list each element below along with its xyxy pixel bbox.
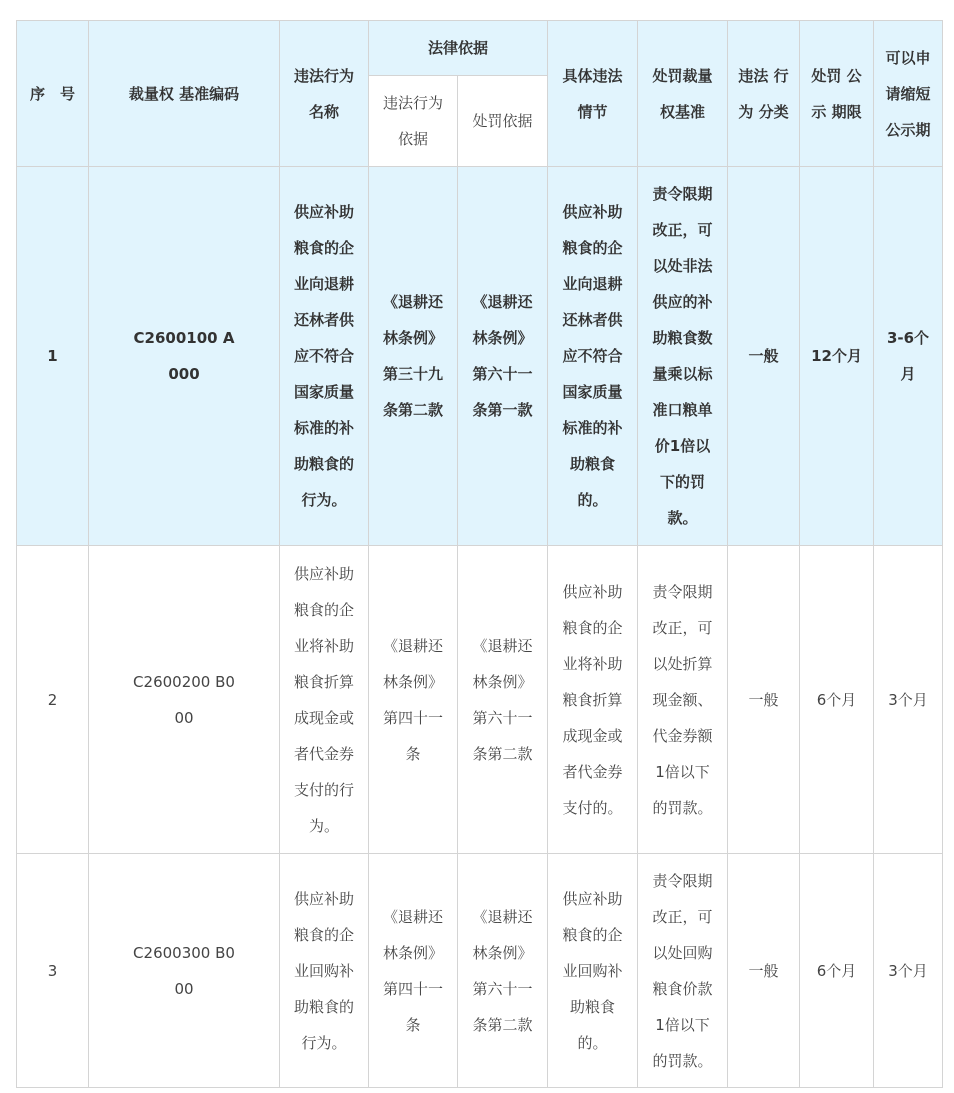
header-violation-basis bbox=[369, 76, 458, 167]
cell-penalty-basis: 《退耕还林条例》第六十一条第一款 bbox=[458, 167, 548, 546]
cell-shorten-period: 3个月 bbox=[874, 546, 943, 854]
discretion-standard-table bbox=[16, 20, 943, 1088]
header-seq bbox=[17, 21, 89, 167]
cell-seq: 2 bbox=[17, 546, 89, 854]
cell-code: C2600200 B000 bbox=[89, 546, 280, 854]
table-row bbox=[17, 854, 943, 1088]
cell-disclosure-period: 6个月 bbox=[800, 854, 874, 1088]
header-circumstances bbox=[548, 21, 638, 167]
header-legal-basis bbox=[369, 21, 548, 76]
cell-shorten-period: 3-6个月 bbox=[874, 167, 943, 546]
cell-shorten-period: 3个月 bbox=[874, 854, 943, 1088]
cell-violation-basis: 《退耕还林条例》第三十九条第二款 bbox=[369, 167, 458, 546]
header-violation-basis-label: 违法行为 依据 bbox=[382, 94, 443, 148]
cell-violation-basis: 《退耕还林条例》第四十一条 bbox=[369, 854, 458, 1088]
cell-code: C2600300 B000 bbox=[89, 854, 280, 1088]
cell-discretion-standard: 责令限期改正，可以处非法供应的补助粮食数量乘以标准口粮单价1倍以下的罚款。 bbox=[638, 167, 728, 546]
header-category-label: 违法 行为 分类 bbox=[738, 66, 789, 121]
cell-discretion-standard: 责令限期改正，可以处回购粮食价款1倍以下的罚款。 bbox=[638, 854, 728, 1088]
header-shorten-period-label: 可以申 请缩短 公示期 bbox=[885, 48, 931, 139]
cell-violation-name: 供应补助粮食的企业向退耕还林者供应不符合国家质量标准的补助粮食的行为。 bbox=[280, 167, 369, 546]
header-circumstances-label: 具体违法 情节 bbox=[562, 66, 623, 121]
cell-disclosure-period: 12个月 bbox=[800, 167, 874, 546]
cell-violation-basis: 《退耕还林条例》第四十一条 bbox=[369, 546, 458, 854]
header-code-label: 裁量权 基准编码 bbox=[128, 84, 240, 103]
cell-violation-name: 供应补助粮食的企业回购补助粮食的行为。 bbox=[280, 854, 369, 1088]
cell-category: 一般 bbox=[728, 167, 800, 546]
cell-violation-name: 供应补助粮食的企业将补助粮食折算成现金或者代金券支付的行为。 bbox=[280, 546, 369, 854]
header-penalty-basis bbox=[458, 76, 548, 167]
cell-discretion-standard: 责令限期改正，可以处折算现金额、代金券额1倍以下的罚款。 bbox=[638, 546, 728, 854]
table-row bbox=[17, 167, 943, 546]
cell-seq: 3 bbox=[17, 854, 89, 1088]
header-legal-basis-label: 法律依据 bbox=[428, 39, 489, 57]
cell-seq: 1 bbox=[17, 167, 89, 546]
header-violation-name bbox=[280, 21, 369, 167]
cell-penalty-basis: 《退耕还林条例》第六十一条第二款 bbox=[458, 546, 548, 854]
header-shorten-period bbox=[874, 21, 943, 167]
header-code bbox=[89, 21, 280, 167]
cell-circumstances: 供应补助粮食的企业向退耕还林者供应不符合国家质量标准的补助粮食的。 bbox=[548, 167, 638, 546]
header-violation-name-label: 违法行为 名称 bbox=[293, 66, 354, 121]
header-discretion-standard-label: 处罚裁量 权基准 bbox=[652, 66, 713, 121]
cell-penalty-basis: 《退耕还林条例》第六十一条第二款 bbox=[458, 854, 548, 1088]
cell-circumstances: 供应补助粮食的企业将补助粮食折算成现金或者代金券支付的。 bbox=[548, 546, 638, 854]
header-disclosure-period bbox=[800, 21, 874, 167]
cell-category: 一般 bbox=[728, 546, 800, 854]
table-row bbox=[17, 546, 943, 854]
cell-disclosure-period: 6个月 bbox=[800, 546, 874, 854]
header-disclosure-period-label: 处罚 公示 期限 bbox=[811, 66, 862, 121]
header-seq-label: 序 号 bbox=[29, 84, 75, 103]
cell-category: 一般 bbox=[728, 854, 800, 1088]
cell-code: C2600100 A000 bbox=[89, 167, 280, 546]
cell-circumstances: 供应补助粮食的企业回购补助粮食的。 bbox=[548, 854, 638, 1088]
header-discretion-standard bbox=[638, 21, 728, 167]
header-category bbox=[728, 21, 800, 167]
header-penalty-basis-label: 处罚依据 bbox=[472, 112, 533, 130]
